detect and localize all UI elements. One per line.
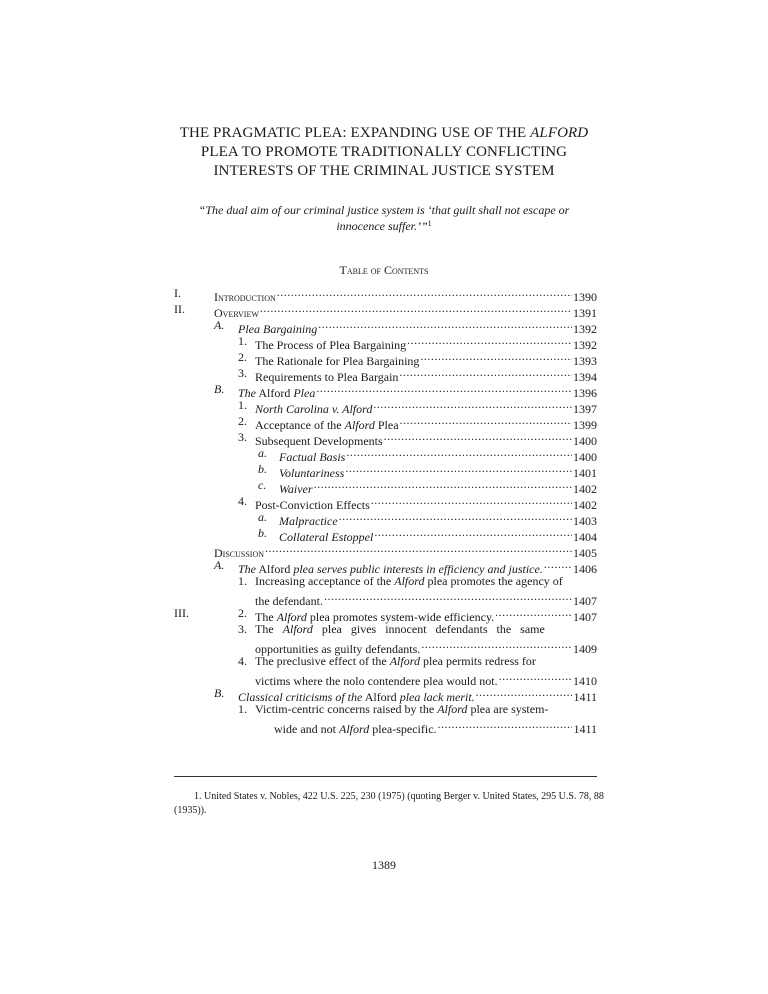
toc-entry-voluntariness: Voluntariness ..... 1401 xyxy=(279,461,597,477)
toc-entry-criticisms: Classical criticisms of the Alford plea lack merit. ..... 1411 xyxy=(238,685,597,701)
footnote-line-2: (1935)). xyxy=(174,805,207,816)
toc-mark: c. xyxy=(258,478,267,492)
toc-entry-requirements: Requirements to Plea Bargain ..... 1394 xyxy=(255,365,597,381)
toc-entry-factual-basis: Factual Basis ..... 1400 xyxy=(279,445,597,461)
toc-mark: a. xyxy=(258,510,267,524)
toc-heading: Table of Contents xyxy=(339,263,429,277)
toc-entry-discussion: Discussion ..... 1405 xyxy=(214,541,597,557)
toc-mark: a. xyxy=(258,446,267,460)
title-line-1: THE PRAGMATIC PLEA: EXPANDING USE OF THE ALFORD xyxy=(179,125,589,141)
toc-mark: 1. xyxy=(238,574,247,588)
page-number: 1389 xyxy=(372,858,396,872)
toc-mark: 3. xyxy=(238,366,247,380)
toc-entry-post-conviction: Post-Conviction Effects ..... 1402 xyxy=(255,493,597,509)
toc-entry-subsequent: Subsequent Developments ..... 1400 xyxy=(255,429,597,445)
toc-entry-collateral-estoppel: Collateral Estoppel ..... 1404 xyxy=(279,525,597,541)
toc-mark: 4. xyxy=(238,654,247,668)
toc-entry-innocent-line-2: opportunities as guilty defendants. ..... 1409 xyxy=(255,637,597,653)
toc-mark: A. xyxy=(214,558,225,572)
footnote-divider xyxy=(174,776,597,777)
toc-entry-public-interests: The Alford plea serves public interests in efficiency and justice. ..... 1406 xyxy=(238,557,597,573)
toc-mark: 3. xyxy=(238,430,247,444)
toc-mark: B. xyxy=(214,686,225,700)
toc-mark: 4. xyxy=(238,494,247,508)
toc-entry-plea-bargaining: Plea Bargaining ..... 1392 xyxy=(238,317,597,333)
toc-mark: 2. xyxy=(238,606,247,620)
toc-entry-process: The Process of Plea Bargaining ..... 1392 xyxy=(255,333,597,349)
toc-entry-innocent-line-1: The Alford plea gives innocent defendants the same xyxy=(255,622,545,636)
toc-mark: A. xyxy=(214,318,225,332)
epigraph-line-1: “The dual aim of our criminal justice system is ‘that guilt shall not escape or xyxy=(198,203,570,217)
toc-mark: 1. xyxy=(238,398,247,412)
toc-entry-efficiency: The Alford plea promotes system-wide efficiency. ..... 1407 xyxy=(255,605,597,621)
toc-mark: 2. xyxy=(238,414,247,428)
toc-mark: B. xyxy=(214,382,225,396)
toc-entry-rationale: The Rationale for Plea Bargaining ..... 1393 xyxy=(255,349,597,365)
toc-mark: 1. xyxy=(238,334,247,348)
toc-entry-malpractice: Malpractice ..... 1403 xyxy=(279,509,597,525)
title-line-2: PLEA TO PROMOTE TRADITIONALLY CONFLICTING xyxy=(200,144,568,160)
footnote xyxy=(174,790,604,818)
toc-entry-victim-line-1: Victim-centric concerns raised by the Alford plea are system- xyxy=(255,702,549,716)
toc-entry-victim-line-2: wide and not Alford plea-specific. ..... 1411 xyxy=(274,717,597,733)
toc-entry-alford-plea: The Alford Plea ..... 1396 xyxy=(238,381,597,397)
epigraph-line-2: innocence suffer.’”$^1$ xyxy=(336,219,432,233)
title-line-3: INTERESTS OF THE CRIMINAL JUSTICE SYSTEM xyxy=(213,163,555,179)
toc-entry-preclusive-line-2: victims where the nolo contendere plea would not. ..... 1410 xyxy=(255,669,597,685)
toc-mark: 2. xyxy=(238,350,247,364)
toc-entry-waiver: Waiver ..... 1402 xyxy=(279,477,597,493)
toc-entry-acceptance: Acceptance of the Alford Plea ..... 1399 xyxy=(255,413,597,429)
numeral-i: I. xyxy=(174,286,181,300)
footnote-ref: 1 xyxy=(427,219,432,228)
toc-entry-overview: Overview ..... 1391 xyxy=(214,301,597,317)
toc-mark: b. xyxy=(258,462,267,476)
toc-mark: 3. xyxy=(238,622,247,636)
footnote-line-1: 1. United States v. Nobles, 422 U.S. 225, 230 (1975) (quoting Berger v. United States, 295 U.S. 78, 88 xyxy=(194,791,604,802)
toc-entry-agency-line-1: Increasing acceptance of the Alford plea promotes the agency of xyxy=(255,574,563,588)
toc-entry-introduction: Introduction ..... 1390 xyxy=(214,285,597,301)
toc-mark: 1. xyxy=(238,702,247,716)
toc-mark: b. xyxy=(258,526,267,540)
numeral-iii: III. xyxy=(174,606,189,620)
toc-entry-agency-line-2: the defendant. ..... 1407 xyxy=(255,589,597,605)
toc-entry-preclusive-line-1: The preclusive effect of the Alford plea permits redress for xyxy=(255,654,536,668)
toc-entry-nc-v-alford: North Carolina v. Alford ..... 1397 xyxy=(255,397,597,413)
numeral-ii: II. xyxy=(174,302,185,316)
